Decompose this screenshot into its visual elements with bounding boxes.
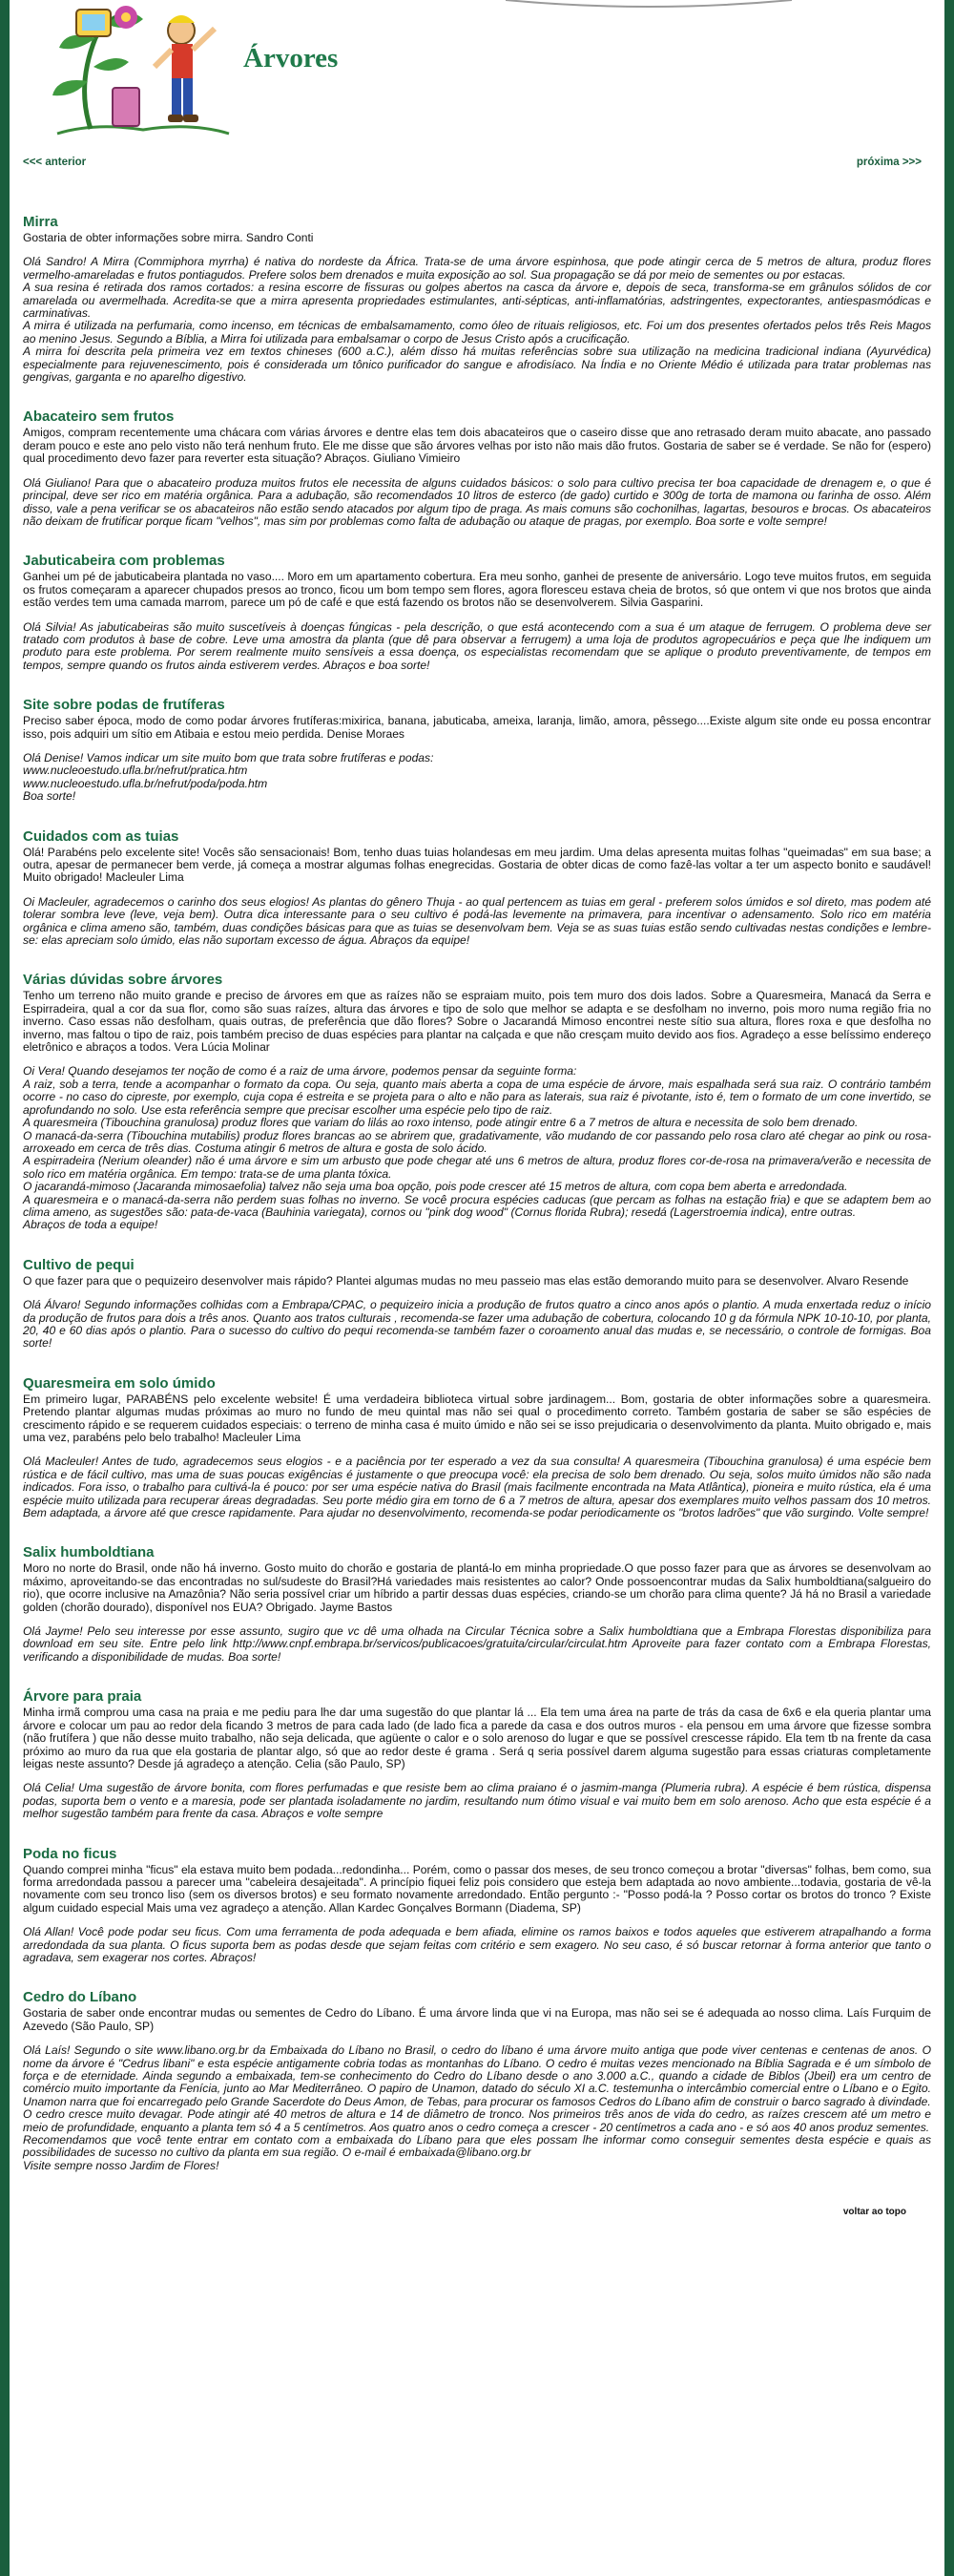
entry-question xyxy=(23,990,931,1054)
entry-answer xyxy=(23,1299,931,1351)
entry-answer xyxy=(23,477,931,529)
entry-title: Abacateiro sem frutos xyxy=(23,408,175,426)
question-paragraph: Preciso saber época, modo de como podar árvores frutíferas:mixirica, banana, jabuticaba, ameixa, laranja, limão, amora, pêssego....Existe algum site onde eu possa encontrar isso, pois adquiri um sítio em Atibaia e estou meio perdida. Denise Moraes xyxy=(23,714,931,741)
entry-title: Várias dúvidas sobre árvores xyxy=(23,972,223,989)
answer-paragraph: Visite sempre nosso Jardim de Flores! xyxy=(23,2158,219,2172)
gardener-mascot-illustration xyxy=(38,0,243,143)
answer-paragraph: Olá Laís! Segundo o site www.libano.org.br da Embaixada do Líbano no Brasil, o cedro do líbano é uma árvore muito antiga que pode viver centenas e centenas de anos. O nome da árvore é "Cedrus libani" e esta espécie antigamente cobria todas as montanhas do Líbano. O cedro é muitas vezes mencionado na Bíblia Sagrada e é um símbolo de força e de eternidade. Ainda segundo a embaixada, tem-se conhecimento do Cedro do Líbano desde o ano 3.000 a.C., quando a cidade de Biblos (Jbeil) era um centro de comércio muito importante da Fenícia, junto ao Mar Mediterrâneo. O papiro de Unamon, datado do século XI a.C. testemunha o intercâmbio comercial entre o Líbano e o Egito. Unamon narra que foi encarregado pelo Grande Sacerdote do Deus Amon, de Tebas, para procurar os famosos Cedros do Líbano afim de construir o barco sagrado à divindade. xyxy=(23,2043,931,2108)
qa-entry xyxy=(23,553,931,672)
entry-answer xyxy=(23,752,931,804)
pagination-nav xyxy=(10,157,944,168)
answer-paragraph: www.nucleoestudo.ufla.br/nefrut/poda/poda.htm xyxy=(23,776,268,790)
qa-entry xyxy=(23,214,931,384)
decorative-arc xyxy=(506,0,792,11)
entry-question xyxy=(23,232,931,244)
answer-paragraph: Olá Jayme! Pelo seu interesse por esse assunto, sugiro que vc dê uma olhada na Circular Técnica sobre a Salix humboldtiana que a Embrapa Florestas disponibiliza para download em seu site. Entre pelo link http://www.cnpf.embrapa.br/servicos/publicacoes/gratuita/circular/circulat.htm Aproveite para fazer contato com a Embrapa Florestas, verificando a disponibilidade de mudas. Boa sorte! xyxy=(23,1624,931,1664)
question-paragraph: Moro no norte do Brasil, onde não há inverno. Gosto muito do chorão e gostaria de plantá-lo em minha propriedade.O que posso fazer para que as árvores se desenvolvam ao máximo, aproveitando-se das encontradas no sul/sudeste do Brasil?Há variedades mais resistentes ao calor? Onde possoencontrar mudas da Salix humboldtiana(salgueiro do rio), que ocorre inclusive na Amazônia? Não seria possível criar um híbrido a partir dessas duas espécies, criando-se um chorão para clima quente? Já há no Brasil a variedade golden (chorão dourado), disponível nos EUA? Obrigado. Jayme Bastos xyxy=(23,1561,931,1614)
entry-answer xyxy=(23,1065,931,1231)
entry-answer xyxy=(23,256,931,384)
entry-question xyxy=(23,1393,931,1445)
entry-title: Poda no ficus xyxy=(23,1845,117,1862)
entry-answer xyxy=(23,1456,931,1519)
qa-entry xyxy=(23,972,931,1231)
entry-title: Mirra xyxy=(23,214,58,230)
entry-answer xyxy=(23,1782,931,1820)
previous-link[interactable]: <<< anterior xyxy=(23,157,87,168)
next-link[interactable]: próxima >>> xyxy=(856,157,922,168)
answer-paragraph: A mirra é utilizada na perfumaria, como incenso, em técnicas de embalsamamento, como óleo de rituais religiosos, etc. Foi um dos presentes ofertados pelos três Reis Magos ao menino Jesus. Segundo a Bíblia, a Mirra foi utilizada para embalsamar o corpo de Jesus Cristo após a crucificação. xyxy=(23,319,931,346)
entry-answer xyxy=(23,2044,931,2172)
page-header xyxy=(10,0,944,153)
entry-question xyxy=(23,1562,931,1614)
answer-paragraph: Recomendamos que você tente entrar em contato com a embaixada do Líbano para que eles possam lhe informar como conseguir sementes desta espécie e quais as possibilidades de sucesso no cultivo da planta em sua região. O e-mail é embaixada@libano.org.br xyxy=(23,2133,931,2160)
question-paragraph: Quando comprei minha "ficus" ela estava muito bem podada...redondinha... Porém, como o passar dos meses, de seu tronco começou a brotar "diversas" folhas, bem como, sua forma arredondada passou a parecer uma "cabeleira desajeitada". A princípio fiquei feliz pois considero que esteja bem adaptada ao novo ambiente...todavia, gostaria de vê-la novamente com seu tronco liso (sem os diversos brotos) e seu formato novamente arredondado. Então pergunto :- "Posso podá-la ? Posso cortar os brotos do tronco ? Existe algum cuidado especial Mais uma vez agradeço a atenção. Allan Kardec Gonçalves Bormann (Diadema, SP) xyxy=(23,1862,931,1915)
qa-entry xyxy=(23,1544,931,1664)
qa-entry xyxy=(23,408,931,528)
qa-entry xyxy=(23,828,931,948)
answer-paragraph: Olá Allan! Você pode podar seu ficus. Com uma ferramenta de poda adequada e bem afiada, elimine os ramos baixos e todos aqueles que estiverem atrapalhando a forma arredondada da sua planta. O ficus suporta bem as podas desde que sejam feitas com critério e sem exagero. No seu caso, é só buscar retornar à forma anterior que tanto o agradava, sem exagerar nos cortes. Abraços! xyxy=(23,1925,931,1964)
entry-title: Cedro do Líbano xyxy=(23,1989,137,2006)
entry-question xyxy=(23,1275,931,1288)
entry-question xyxy=(23,571,931,609)
answer-paragraph: A espirradeira (Nerium oleander) não é uma árvore e sim um arbusto que pode chegar até uns 6 metros de altura, produz flores cor-de-rosa na primavera/verão e necessita de solo rico em matéria orgânica. Em tempo: trata-se de uma planta tóxica. xyxy=(23,1154,931,1181)
answer-paragraph: A quaresmeira (Tibouchina granulosa) produz flores que variam do lilás ao roxo intenso, pode atingir entre 6 a 7 metros de altura e necessita de solo bem drenado. xyxy=(23,1116,859,1130)
answer-paragraph: Olá Celia! Uma sugestão de árvore bonita, com flores perfumadas e que resiste bem ao clima praiano é o jasmim-manga (Plumeria rubra). A espécie é bem rústica, dispensa podas, suporta bem o vento e a maresia, pode ser plantada isoladamente no jardim, resultando num ótimo visual e vai muito bem em solo arenoso. Acho que esta espécie é a melhor sugestão também para frente da casa. Abraços e volte sempre xyxy=(23,1781,931,1821)
entry-title: Salix humboldtiana xyxy=(23,1544,155,1561)
answer-paragraph: www.nucleoestudo.ufla.br/nefrut/pratica.htm xyxy=(23,764,248,778)
question-paragraph: Em primeiro lugar, PARABÉNS pelo excelente website! É uma verdadeira biblioteca virtual sobre jardinagem... Bom, gostaria de obter informações sobre a quaresmeira. Pretendo plantar algumas mudas próximas ao muro no fundo de meu quintal mas não sei qual o procedimento correto. Também gostaria de saber se são espécies de crescimento rápido e se requerem cuidados especiais: o terreno de minha casa é muito úmido e não sei se isso prejudicaria o desenvolvimento da planta. Muito obrigado e, mais uma vez, parabéns pelo belo trabalho! Macleuler Lima xyxy=(23,1392,931,1444)
qa-entry xyxy=(23,1989,931,2172)
entry-answer xyxy=(23,896,931,948)
answer-paragraph: Oi Vera! Quando desejamos ter noção de como é a raiz de uma árvore, podemos pensar da seguinte forma: xyxy=(23,1064,577,1079)
back-to-top-link[interactable]: voltar ao topo xyxy=(842,2207,906,2218)
entry-question xyxy=(23,2007,931,2033)
question-paragraph: Olá! Parabéns pelo excelente site! Vocês são sensacionais! Bom, tenho duas tuias holandesas em meu jardim. Uma delas apresenta muitas folhas "queimadas" em sua base; a outra, apesar de permanecer bem verde, já começa a mostrar algumas folhas enegrecidas. Gostaria de obter dicas de como fazê-las voltar a ter um aspecto bonito e saudável! Muito obrigado! Macleuler Lima xyxy=(23,845,931,885)
answer-paragraph: O cedro cresce muito devagar. Pode atingir até 40 metros de altura e 14 de diâmetro de tronco. Nos primeiros três anos de vida do cedro, as raízes crescem até um metro e meio de profundidade, enquanto a planta tem só 4 a 5 centímetros. Aos quatro anos o cedro começa a crescer - 20 centímetros a cada ano - e só aos 40 anos produz sementes. xyxy=(23,2107,931,2134)
answer-paragraph: O manacá-da-serra (Tibouchina mutabilis) produz flores brancas ao se abrirem que, gradativamente, vão mudando de cor passando pelo rosa claro até chegar ao pink ou rosa-arroxeado em cerca de três dias. Costuma atingir 6 metros de altura e gosta de solo ácido. xyxy=(23,1128,931,1155)
page-footer xyxy=(10,2207,944,2246)
question-paragraph: Gostaria de obter informações sobre mirra. Sandro Conti xyxy=(23,231,314,244)
answer-paragraph: Oi Macleuler, agradecemos o carinho dos seus elogios! As plantas do gênero Thuja - ao qual pertencem as tuias em geral - preferem solos úmidos e sol direto, mas podem até tolerar sombra leve (leve, veja bem). Outra dica interessante para o seu cultivo é podá-las levemente na primavera, para incentivar o adensamento. Solo rico em matéria orgânica e clima ameno são, também, duas condições básicas para que as tuias se desenvolvam bem. Veja se as suas tuias estão sendo cultivadas nestas condições e lembre-se: elas apreciam solo úmido, elas não suportam excesso de água. Abraços da equipe! xyxy=(23,894,931,948)
qa-entry xyxy=(23,1375,931,1520)
answer-paragraph: A sua resina é retirada dos ramos cortados: a resina escorre de fissuras ou golpes abertos na casca da árvore e, depois de seca, transforma-se em grânulos sólidos de cor amarelada ou avermelhada. Acredita-se que a mirra apresenta propriedades estimulantes, anti-sépticas, anti-inflamatórias, adstringentes, expectorantes, antiespasmódicas e carminativas. xyxy=(23,281,931,321)
qa-entry xyxy=(23,1688,931,1820)
qa-entry xyxy=(23,1257,931,1351)
qa-entry xyxy=(23,1846,931,1965)
qa-list xyxy=(10,168,944,2207)
entry-answer xyxy=(23,621,931,673)
entry-question xyxy=(23,847,931,885)
answer-paragraph: Olá Giuliano! Para que o abacateiro produza muitos frutos ele necessita de alguns cuidados básicos: o solo para cultivo precisa ter boa capacidade de drenagem e, o que é principal, deve ser rico em matéria orgânica. Para a adubação, são recomendados 10 litros de esterco (de gado) curtido e 300g de torta de mamona ou farinha de osso. Além disso, vale a pena verificar se os abacateiros não estão sendo atacados por algum tipo de praga. As mais comuns são cochonilhas, lagartas, besouros e brocas. Os abacateiros não deixam de frutificar porque ficam "velhos", mas sim por problemas como falta de adubação ou ataque de pragas, por exemplo. Boa sorte e volte sempre! xyxy=(23,475,931,528)
entry-question xyxy=(23,1864,931,1916)
entry-title: Site sobre podas de frutíferas xyxy=(23,697,225,714)
entry-answer xyxy=(23,1625,931,1664)
entry-question xyxy=(23,1707,931,1770)
entry-title: Quaresmeira em solo úmido xyxy=(23,1374,216,1392)
question-paragraph: Ganhei um pé de jabuticabeira plantada no vaso.... Moro em um apartamento cobertura. Era meu sonho, ganhei de presente de aniversário. Logo teve muitos frutos, em seguida os frutos começaram a aparecer chupados presos ao tronco, ficou um bom tempo sem flores, agora floresceu estava cheia de brotos, só que ontem vi que nos brotos que ainda estão verdes tem uma camada marrom, parece um pó de café e que está fazendo os brotos não se desenvolverem. Silvia Gasparini. xyxy=(23,570,931,610)
question-paragraph: Gostaria de saber onde encontrar mudas ou sementes de Cedro do Líbano. É uma árvore linda que vi na Europa, mas não sei se é adequada ao nosso clima. Laís Furquim de Azevedo (São Paulo, SP) xyxy=(23,2006,931,2033)
answer-paragraph: Olá Silvia! As jabuticabeiras são muito suscetíveis à doenças fúngicas - pela descrição, o que está acontecendo com a sua é um ataque de ferrugem. O problema deve ser tratado com produtos à base de cobre. Leve uma amostra da planta (que dê para observar a ferrugem) a uma loja de produtos agropecuários e peça que lhe indiquem um produto para este problema. Por serem realmente muito sensíveis a essa doença, os especialistas recomendam que se aplique o produto preventivamente, de tempos em tempos, sempre quando os frutos ainda estiverem verdes. Abraços e boa sorte! xyxy=(23,619,931,672)
entry-question xyxy=(23,427,931,465)
answer-paragraph: O jacarandá-mimoso (Jacaranda mimosaefolia) talvez não seja uma boa opção, pois pode crescer até 15 metros de altura, com copa bem aberta e arredondada. xyxy=(23,1180,848,1194)
answer-paragraph: A quaresmeira e o manacá-da-serra não perdem suas folhas no inverno. Se você procura espécies caducas (que percam as folhas na estação fria) e que se adaptem bem ao clima ameno, as sugestões são: pata-de-vaca (Bauhinia variegata), cornos ou "pink dog wood" (Cornus florida Rubra); resedá (Lagerstroemia indica), entre outras. xyxy=(23,1192,931,1219)
answer-paragraph: Boa sorte! xyxy=(23,789,76,804)
entry-title: Cuidados com as tuias xyxy=(23,827,179,845)
answer-paragraph: A mirra foi descrita pela primeira vez em textos chineses (600 a.C.), além disso há muitas referências sobre sua utilização na medicina tradicional indiana (Ayurvédica) especialmente para rejuvenescimento, pois é considerada um tônico purificador do sangue e afrodisíaco. Na Índia e no Oriente Médio é utilizada para tratar problemas nas gengivas, garganta e no aparelho digestivo. xyxy=(23,345,931,385)
answer-paragraph: A raiz, sob a terra, tende a acompanhar o formato da copa. Ou seja, quanto mais aberta a copa de uma espécie de árvore, mais espalhada será sua raiz. O contrário também ocorre - no caso do cipreste, por exemplo, cuja copa é estreita e se projeta para o alto e não para as laterais, sua raiz é pivotante, isto é, tem o formato de um cone invertido, se aprofundando no solo. Use esta referência sempre que precisar escolher uma espécie pelo tipo de raiz. xyxy=(23,1077,931,1117)
answer-paragraph: Olá Denise! Vamos indicar um site muito bom que trata sobre frutíferas e podas: xyxy=(23,750,434,764)
question-paragraph: Tenho um terreno não muito grande e preciso de árvores em que as raízes não se espraiam muito, pois tem muro dos dois lados. Sobre a Quaresmeira, Manacá da Serra e Espirradeira, qual a cor da sua flor, como são suas raízes, altura das árvores e tipo de solo que melhor se adapta e se desfolham no inverno, pois moro numa região fria no inverno. Caso essas não desfolham, quais outras, de preferência que dão flores? Sobre o Jacarandá Mimoso encontrei neste sítio sua altura, flores roxa e que desfolha no inverno, mas faltou o tipo de raiz, pois também preciso de duas espécies para plantar na calçada e que não cresçam muito devido aos fios. Agradeço a esse belíssimo endereço eletrônico e abraços a todos. Vera Lúcia Molinar xyxy=(23,989,931,1055)
entry-title: Jabuticabeira com problemas xyxy=(23,553,225,570)
answer-paragraph: Olá Álvaro! Segundo informações colhidas com a Embrapa/CPAC, o pequizeiro inicia a produção de frutos quatro a cinco anos após o plantio. A muda enxertada reduz o início da produção de frutos para dois a três anos. Quanto aos tratos culturais , recomenda-se fazer uma adubação de cobertura, colocando 10 g da fórmula NPK 10-10-10, por planta, 20, 40 e 60 dias após o plantio. Para o sucesso do cultivo do pequi recomenda-se também fazer o coroamento anual das mudas e, se necessário, o controle de formigas. Boa sorte! xyxy=(23,1298,931,1351)
question-paragraph: O que fazer para que o pequizeiro desenvolver mais rápido? Plantei algumas mudas no meu passeio mas elas estão demorando muito para se desenvolver. Alvaro Resende xyxy=(23,1273,909,1288)
question-paragraph: Minha irmã comprou uma casa na praia e me pediu para lhe dar uma sugestão do que plantar lá ... Ela tem uma área na parte de trás da casa de 6x6 e ela queria plantar uma árvore e colocar um pau ao redor dela ficando 3 metros de para cada lado (de lado fica a parede da casa e dos outros muros - ela pensou em uma árvore que fizesse sombra (não frutífera ) que não desse muito trabalho, não seja delicada, que agüente o calor e o solo arenoso do lugar e que se possível crescesse rápido. Ela tem tb na frente da casa próximo ao muro da rua que ela gostaria de plantar algo, só que ao redor deste é grama . Será q seria possível darem alguma sugestão para essas criaturas completamente leigas neste assunto? Desde já agradeço a atenção. Celia (são Paulo, SP) xyxy=(23,1706,931,1770)
qa-entry xyxy=(23,697,931,803)
question-paragraph: Amigos, compram recentemente uma chácara com várias árvores e dentre elas tem dois abacateiros que o caseiro disse que ano retrasado deram muito abacate, ano passado deram pouco e este ano pelo visto não terá nenhum fruto. Ele me disse que são árvores velhas por isto não mais dão frutos. Gostaria de saber se é verdade. Se não for (espero) qual procedimento devo fazer para reverter esta situação? Abraços. Giuliano Vimieiro xyxy=(23,426,931,466)
entry-title: Árvore para praia xyxy=(23,1688,142,1706)
entry-title: Cultivo de pequi xyxy=(23,1256,135,1273)
page-title: Árvores xyxy=(243,43,339,73)
answer-paragraph: Olá Macleuler! Antes de tudo, agradecemos seus elogios - e a paciência por ter esperado a vez da sua consulta! A quaresmeira (Tibouchina granulosa) é uma espécie bem rústica e de fácil cultivo, mas uma de suas poucas exigências é justamente o que preocupa você: ela precisa de solo bem drenado. Ou seja, solos muito úmidos não são nada indicados. Fora isso, o trabalho para cultivá-la é pouco: por ser uma espécie nativa do Brasil (mais facilmente encontrada na Mata Atlântica), pioneira e muito rústica, ela é uma espécie muito utilizada para recuperar áreas degradadas. Seu porte médio gira em torno de 6 a 7 metros de altura, apesar dos exemplares muito velhos passam dos 10 metros. Bem adaptada, a árvore até que cresce rapidamente. Para ajudar no desenvolvimento, recomenda-se podar periodicamente os "brotos ladrões" que vão surgindo. Volte sempre! xyxy=(23,1455,931,1520)
entry-answer xyxy=(23,1926,931,1964)
answer-paragraph: Olá Sandro! A Mirra (Commiphora myrrha) é nativa do nordeste da África. Trata-se de uma árvore espinhosa, que pode atingir cerca de 5 metros de altura, produz flores vermelho-amareladas e frutos pontiagudos. Prefere solos bem drenados e muita exposição ao sol. Sua propagação se dá por meio de sementes ou por estacas. xyxy=(23,255,931,282)
answer-paragraph: Abraços de toda a equipe! xyxy=(23,1218,158,1232)
entry-question xyxy=(23,715,931,741)
